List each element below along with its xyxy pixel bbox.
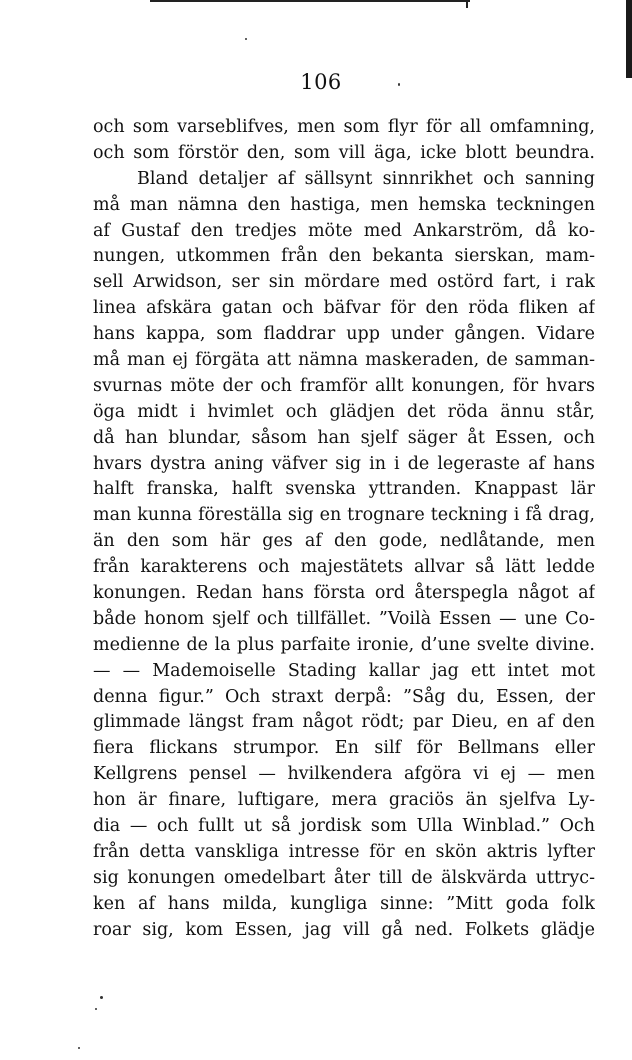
scan-edge-shadow xyxy=(626,0,632,78)
text-line: och som förstör den, som vill äga, icke blott beundra. xyxy=(93,142,595,163)
text-line: må man ej förgäta att nämna maskeraden, de samman- xyxy=(93,350,595,371)
text-line: hans kappa, som fladdrar upp under gången. Vidare xyxy=(93,324,595,345)
text-line: af Gustaf den tredjes möte med Ankarström, då ko- xyxy=(93,220,595,241)
page-number: 106 xyxy=(300,70,342,94)
scan-speck xyxy=(78,1047,80,1049)
text-line: sell Arwidson, ser sin mördare med ostörd fart, i rak xyxy=(93,272,595,293)
text-line: hvars dystra aning väfver sig in i de legeraste af hans xyxy=(93,453,595,474)
text-line: må man nämna den hastiga, men hemska teckningen xyxy=(93,194,595,215)
scan-speck xyxy=(100,996,103,999)
text-line: fiera flickans strumpor. En silf för Bellmans eller xyxy=(93,738,595,759)
text-line: halft franska, halft svenska yttranden. Knappast lär xyxy=(93,479,595,500)
text-line: konungen. Redan hans första ord återspegla något af xyxy=(93,583,595,604)
text-line: glimmade längst fram något rödt; par Dieu, en af den xyxy=(93,712,595,733)
text-line: och som varseblifves, men som flyr för all omfamning, xyxy=(93,117,595,137)
text-line: dia — och fullt ut så jordisk som Ulla Winblad.” Och xyxy=(93,816,595,837)
text-line: både honom sjelf och tillfället. ”Voilà Essen — une Co- xyxy=(93,608,595,629)
text-line: man kunna föreställa sig en trognare teckning i få drag, xyxy=(93,505,595,526)
text-line: svurnas möte der och framför allt konungen, för hvars xyxy=(93,375,595,396)
text-line: än den som här ges af den gode, nedlåtande, men xyxy=(93,531,595,552)
text-line: hon är finare, luftigare, mera graciös än sjelfva Ly- xyxy=(93,790,595,811)
text-line: sig konungen omedelbart åter till de älskvärda uttryc- xyxy=(93,867,595,888)
text-line: medienne de la plus parfaite ironie, d’une svelte divine. xyxy=(93,634,595,655)
text-line: ken af hans milda, kungliga sinne: ”Mitt goda folk xyxy=(93,893,595,914)
scan-speck xyxy=(95,1008,97,1010)
text-line: — — Mademoiselle Stading kallar jag ett intet mot xyxy=(93,660,595,681)
scan-speck xyxy=(245,38,247,40)
body-text xyxy=(93,115,595,944)
text-line: då han blundar, såsom han sjelf säger åt Essen, och xyxy=(93,427,595,448)
text-line: Bland detaljer af sällsynt sinnrikhet och sanning xyxy=(137,168,595,189)
text-line: från detta vanskliga intresse för en skön aktris lyfter xyxy=(93,841,595,862)
top-edge-rule xyxy=(150,0,470,2)
text-line: linea afskära gatan och bäfvar för den röda fliken af xyxy=(93,298,595,319)
text-line: Kellgrens pensel — hvilkendera afgöra vi ej — men xyxy=(93,764,595,785)
text-line: denna figur.” Och straxt derpå: ”Såg du, Essen, der xyxy=(93,686,595,707)
top-edge-tick xyxy=(466,0,468,8)
scan-speck xyxy=(398,83,400,86)
text-line: nungen, utkommen från den bekanta sierskan, mam- xyxy=(93,246,595,267)
text-line: från karakterens och majestätets allvar så lätt ledde xyxy=(93,557,595,578)
text-line: roar sig, kom Essen, jag vill gå ned. Folkets glädje xyxy=(93,919,595,940)
text-line: öga midt i hvimlet och glädjen det röda ännu står, xyxy=(93,401,595,422)
